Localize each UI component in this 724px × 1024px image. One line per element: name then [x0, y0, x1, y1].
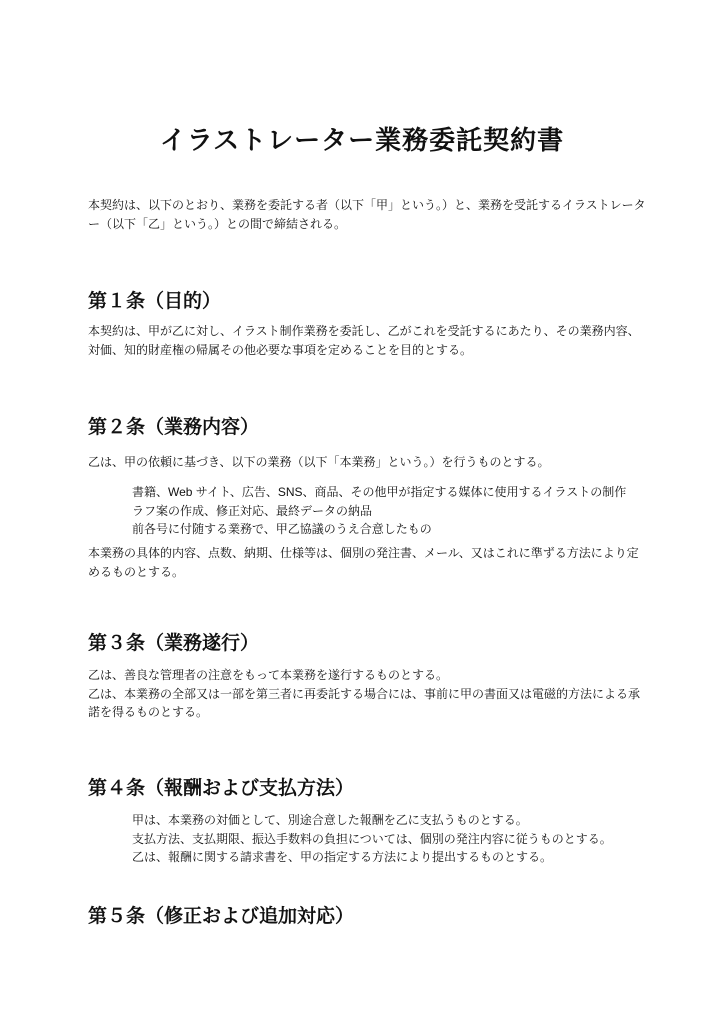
list-item: 甲は、本業務の対価として、別途合意した報酬を乙に支払うものとする。	[132, 813, 528, 827]
list-item: 書籍、Web サイト、広告、SNS、商品、その他甲が指定する媒体に使用するイラストの制作	[132, 485, 627, 499]
list-item: ラフ案の作成、修正対応、最終データの納品	[132, 503, 373, 518]
list-item: 前各号に付随する業務で、甲乙協議のうえ合意したもの	[132, 522, 432, 536]
paragraph-line: 乙は、善良な管理者の注意をもって本業務を遂行するものとする。	[88, 668, 449, 682]
article-4-list	[132, 811, 652, 867]
article-3-heading: 第３条（業務遂行）	[88, 633, 260, 654]
list-item: 乙は、報酬に関する請求書を、甲の指定する方法により提出するものとする。	[132, 850, 553, 864]
article-2-body: 乙は、甲の依頼に基づき、以下の業務（以下「本業務」という。）を行うものとする。	[88, 455, 550, 469]
article-2-heading: 第２条（業務内容）	[88, 417, 260, 438]
paragraph-line: 乙は、本業務の全部又は一部を第三者に再委託する場合には、事前に甲の書面又は電磁的方法による承諾を得るものとする。	[88, 686, 641, 719]
article-1-body: 本契約は、甲が乙に対し、イラスト制作業務を委託し、乙がこれを受託するにあたり、その業務内容、対価、知的財産権の帰属その他必要な事項を定めることを目的とする。	[88, 324, 640, 357]
article-5-heading: 第５条（修正および追加対応）	[88, 906, 355, 927]
article-3-body	[88, 666, 648, 722]
article-4-heading: 第４条（報酬および支払方法）	[88, 778, 355, 799]
list-item: 支払方法、支払期限、振込手数料の負担については、個別の発注内容に従うものとする。	[132, 831, 612, 846]
article-2-body-2: 本業務の具体的内容、点数、納期、仕様等は、個別の発注書、メール、又はこれに準ずる方法により定めるものとする。	[88, 546, 639, 579]
document-title: イラストレーター業務委託契約書	[159, 125, 565, 155]
article-2-list	[132, 483, 652, 539]
intro-paragraph: 本契約は、以下のとおり、業務を委託する者（以下「甲」という。）と、業務を受託するイラストレーター（以下「乙」という。）との間で締結される。	[88, 198, 646, 231]
article-1-heading: 第１条（目的）	[88, 291, 222, 312]
